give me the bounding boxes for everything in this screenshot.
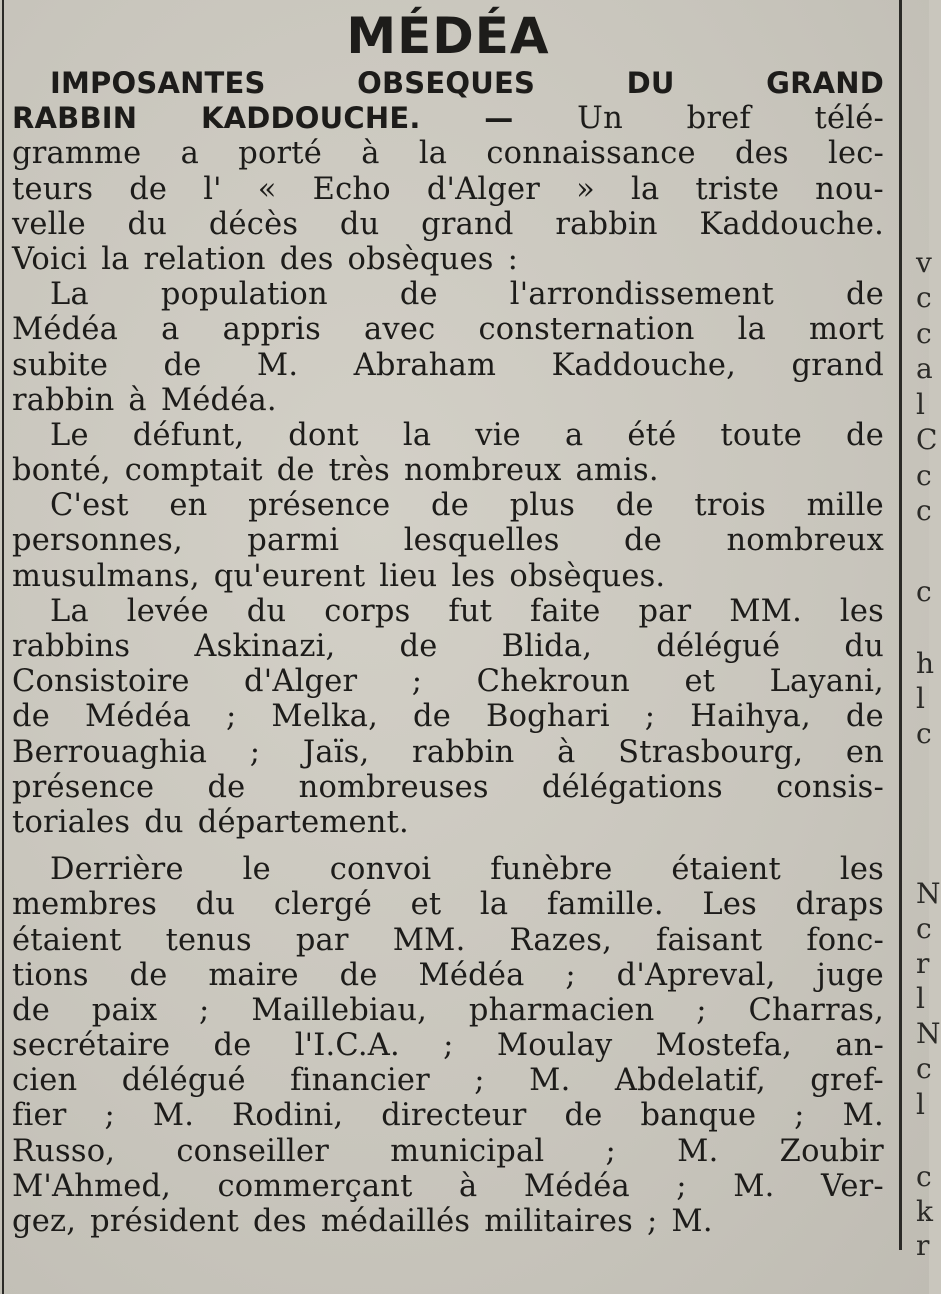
article-line [12, 207, 884, 242]
word: Moulay [496, 1028, 613, 1064]
article-line [12, 958, 884, 993]
word: d'Alger [426, 171, 541, 207]
word: toriales [12, 804, 131, 840]
neighbor-letter: N [916, 877, 941, 910]
word: Maillebiau, [251, 992, 428, 1028]
word: parmi [247, 523, 340, 559]
word: DU [626, 66, 675, 100]
article-line [12, 887, 884, 922]
word: dont [288, 417, 359, 453]
neighbor-letter: k [916, 1195, 933, 1228]
word: de [431, 488, 470, 524]
article-line [12, 523, 884, 558]
word: draps [795, 887, 884, 923]
word: Haihya, [690, 699, 811, 735]
word: Les [702, 887, 757, 923]
word: de [213, 1028, 252, 1064]
word: en [169, 488, 208, 524]
word: l'arrondissement [509, 277, 774, 313]
word: a [161, 312, 180, 348]
word: Charras, [748, 992, 884, 1028]
word: du [246, 593, 287, 629]
word: de [129, 957, 168, 993]
word: ; [696, 992, 707, 1028]
word: Melka, [271, 699, 379, 735]
word: gez, [12, 1204, 77, 1239]
word: militaires [484, 1204, 633, 1239]
neighbor-letter: c [916, 717, 932, 750]
neighbor-letter: c [916, 912, 932, 945]
word: de [413, 699, 451, 735]
neighbor-letter: l [916, 388, 925, 421]
article-line [12, 629, 884, 664]
word: grand [791, 347, 884, 383]
neighbor-letter: h [916, 647, 935, 680]
word: de [615, 488, 654, 524]
word: de [129, 171, 168, 207]
word: rabbins [12, 629, 131, 664]
word: médaillés [320, 1204, 471, 1239]
word: consternation [478, 312, 695, 348]
word: lec- [828, 136, 884, 172]
word: de [207, 769, 246, 805]
word: président [90, 1204, 239, 1239]
word: du [127, 206, 168, 242]
article-line [12, 664, 884, 699]
word: Kaddouche, [551, 347, 737, 383]
word: Abraham [353, 347, 497, 383]
word: à [128, 382, 147, 418]
article-line [12, 136, 884, 171]
word: de [339, 957, 378, 993]
word: ; [605, 1133, 616, 1169]
word: tions [12, 957, 89, 993]
word: département. [197, 804, 409, 840]
word: la [418, 136, 448, 172]
word: funèbre [490, 852, 613, 888]
word: levée [126, 593, 209, 629]
word: Voici [12, 241, 88, 277]
word: été [627, 417, 677, 453]
word: triste [695, 171, 780, 207]
word: M. [677, 1133, 719, 1169]
word: consis- [776, 769, 884, 805]
word: Médéa [84, 699, 191, 735]
article-line [12, 1169, 884, 1204]
word: velle [12, 206, 86, 242]
word: commerçant [217, 1168, 413, 1204]
word: trois [694, 488, 766, 524]
word: l' [203, 171, 222, 207]
word: les [451, 558, 496, 594]
word: nombreuses [298, 769, 489, 805]
neighbor-letter: v [916, 246, 932, 279]
word: pharmacien [468, 992, 655, 1028]
word: vie [475, 417, 521, 453]
word: bref [686, 101, 751, 137]
word: fier [12, 1098, 67, 1134]
word: de [399, 277, 438, 313]
article-line [12, 923, 884, 958]
article-line [12, 383, 884, 418]
word: teurs [12, 171, 94, 207]
word: de [276, 453, 315, 489]
page-title: MÉDÉA [346, 7, 550, 65]
article-line [12, 348, 884, 383]
word: Berrouaghia [12, 734, 208, 770]
word: par [638, 593, 692, 629]
word: : [507, 241, 519, 277]
word: de [845, 699, 884, 735]
word: Abdelatif, [614, 1063, 766, 1099]
word: Boghari [485, 699, 610, 735]
word: Chekroun [476, 664, 630, 700]
word: ; [646, 1204, 658, 1239]
word: famille. [546, 887, 664, 923]
word: de [12, 699, 50, 735]
word: — [484, 101, 514, 136]
neighbor-letter: l [916, 982, 925, 1015]
word: Un [577, 101, 623, 137]
word: subite [12, 347, 109, 383]
word: ; [676, 1168, 687, 1204]
word: comptait [124, 453, 263, 489]
word: de [846, 417, 884, 453]
word: obsèques [347, 241, 494, 277]
word: le [242, 852, 271, 888]
word: Médéa [418, 957, 525, 993]
word: Russo, [12, 1133, 116, 1169]
word: Ver- [820, 1168, 884, 1204]
word: amis. [575, 453, 659, 489]
word: à [361, 136, 380, 172]
word: nombreux [726, 523, 884, 559]
article-line [12, 242, 884, 277]
word: de [399, 629, 438, 664]
word: délégué [121, 1063, 246, 1099]
word: du [844, 629, 884, 664]
word: financier [290, 1063, 430, 1099]
word: ; [104, 1098, 115, 1134]
word: fut [448, 593, 493, 629]
word: faite [530, 593, 601, 629]
word: Médéa [523, 1168, 630, 1204]
word: d'Apreval, [616, 957, 776, 993]
word: rabbin [555, 206, 658, 242]
word: grand [421, 206, 514, 242]
article-line [12, 699, 884, 734]
word: MM. [392, 922, 466, 958]
word: bonté, [12, 453, 111, 489]
word: C'est [50, 488, 129, 524]
word: du [144, 804, 184, 840]
word: Consistoire [12, 664, 190, 700]
word: an- [835, 1028, 884, 1064]
article-line [12, 1098, 884, 1133]
article-line [12, 101, 884, 136]
word: ; [644, 699, 656, 735]
article-line [12, 594, 884, 629]
word: Zoubir [779, 1133, 884, 1169]
word: la [630, 171, 660, 207]
word: relation [143, 241, 266, 277]
article-line [12, 66, 884, 101]
article-line [12, 852, 884, 887]
word: municipal [390, 1133, 545, 1169]
word: gref- [810, 1063, 884, 1099]
word: les [839, 593, 884, 629]
word: ; [794, 1098, 805, 1134]
neighbor-letter: l [916, 1088, 925, 1121]
word: qu'eurent [213, 558, 366, 594]
word: ; [474, 1063, 485, 1099]
neighbor-letter: c [916, 575, 932, 608]
word: a [180, 136, 199, 172]
word: par [295, 922, 349, 958]
word: M. [529, 1063, 571, 1099]
word: M'Ahmed, [12, 1168, 172, 1204]
word: Blida, [501, 629, 593, 664]
neighbor-letter: r [916, 947, 930, 980]
word: présence [12, 769, 155, 805]
word: porté [238, 136, 322, 172]
word: avec [364, 312, 436, 348]
word: M. [842, 1098, 884, 1134]
word: nou- [815, 171, 884, 207]
word: d'Alger [244, 664, 358, 700]
word: ; [249, 734, 261, 770]
word: paix [91, 992, 158, 1028]
word: gramme [12, 136, 142, 172]
word: des [279, 241, 334, 277]
article-line [12, 1028, 884, 1063]
word: du [195, 887, 236, 923]
word: étaient [671, 852, 781, 888]
word: M. [256, 347, 299, 383]
neighbor-letter: C [916, 423, 938, 456]
word: de [12, 992, 50, 1028]
neighbor-letter: l [916, 682, 925, 715]
article-line [12, 277, 884, 312]
word: « [257, 171, 277, 207]
article-line [12, 312, 884, 347]
article-line [12, 770, 884, 805]
word: télé- [814, 101, 884, 137]
article-line [12, 993, 884, 1028]
word: Echo [312, 171, 391, 207]
article-line [12, 453, 884, 488]
word: à [557, 734, 576, 770]
word: personnes, [12, 523, 183, 559]
word: membres [12, 887, 158, 923]
word: Kaddouche. [699, 206, 884, 242]
article-line [12, 488, 884, 523]
word: tenus [165, 922, 252, 958]
word: obsèques. [509, 558, 666, 594]
word: juge [816, 957, 884, 993]
word: Mostefa, [655, 1028, 792, 1064]
word: présence [248, 488, 391, 524]
word: rabbin [412, 734, 515, 770]
word: clergé [273, 887, 373, 923]
word: ; [443, 1028, 454, 1064]
word: » [576, 171, 595, 207]
neighbor-letter: r [916, 1229, 930, 1262]
word: mille [806, 488, 884, 524]
word: MM. [729, 593, 802, 629]
word: Rodini, [232, 1098, 344, 1134]
article-line [12, 559, 884, 594]
word: de [845, 277, 884, 313]
article-line [12, 805, 884, 840]
neighbor-letter: c [916, 1052, 932, 1085]
word: fonc- [806, 922, 884, 958]
word: rabbin [12, 382, 115, 418]
word: de [163, 347, 202, 383]
word: la [402, 417, 432, 453]
word: à [459, 1168, 478, 1204]
word: banque [640, 1098, 757, 1134]
word: convoi [329, 852, 432, 888]
word: maire [208, 957, 299, 993]
word: de [624, 523, 663, 559]
word: délégué [656, 629, 781, 664]
neighbor-letter: c [916, 281, 932, 314]
column-rule-left [2, 0, 4, 1294]
word: ; [411, 664, 423, 700]
word: toute [720, 417, 802, 453]
word: Strasbourg, [618, 734, 804, 770]
word: lieu [379, 558, 438, 594]
article-line [12, 418, 884, 453]
word: connaissance [486, 136, 696, 172]
neighbor-letter: c [916, 317, 932, 350]
word: appris [222, 312, 321, 348]
word: du [339, 206, 380, 242]
article-line [12, 172, 884, 207]
neighbor-column-fragment [912, 0, 941, 1294]
word: a [564, 417, 584, 453]
paragraph-gap [12, 840, 884, 852]
word: et [684, 664, 716, 700]
word: conseiller [176, 1133, 330, 1169]
word: des [734, 136, 789, 172]
word: directeur [381, 1098, 527, 1134]
word: KADDOUCHE. [200, 101, 421, 136]
column-rule-right [899, 0, 902, 1250]
article [12, 6, 884, 1239]
neighbor-letter: c [916, 459, 932, 492]
word: secrétaire [12, 1028, 171, 1064]
article-line [12, 1134, 884, 1169]
word: faisant [655, 922, 763, 958]
word: ; [565, 957, 576, 993]
word: plus [509, 488, 576, 524]
word: population [160, 277, 328, 313]
article-line [12, 1204, 884, 1239]
neighbor-letter: c [916, 494, 932, 527]
word: ; [225, 699, 237, 735]
word: et [410, 887, 442, 923]
word: les [839, 852, 884, 888]
word: RABBIN [12, 101, 138, 136]
word: Jaïs, [302, 734, 370, 770]
word: ; [199, 992, 210, 1028]
word: Askinazi, [194, 629, 336, 664]
article-body [12, 66, 884, 1239]
word: cien [12, 1063, 78, 1099]
word: lesquelles [403, 523, 560, 559]
word: délégations [541, 769, 723, 805]
word: décès [208, 206, 299, 242]
article-line [12, 1063, 884, 1098]
word: La [50, 593, 89, 629]
word: étaient [12, 922, 122, 958]
word: OBSEQUES [357, 66, 536, 100]
word: très [328, 453, 391, 489]
neighbor-letter: c [916, 1160, 932, 1193]
word: musulmans, [12, 558, 200, 594]
neighbor-letter: a [916, 352, 933, 385]
word: la [479, 887, 509, 923]
word: M. [152, 1098, 195, 1134]
word: la [101, 241, 130, 277]
word: M. [733, 1168, 775, 1204]
word: Médéa [12, 312, 119, 348]
word: IMPOSANTES [50, 66, 266, 100]
article-line [12, 735, 884, 770]
word: de [564, 1098, 603, 1134]
word: La [50, 277, 89, 313]
word: en [845, 734, 884, 770]
word: nombreux [404, 453, 562, 489]
word: Derrière [50, 852, 184, 888]
word: corps [324, 593, 411, 629]
neighbor-letter: N [916, 1017, 941, 1050]
word: Razes, [509, 922, 612, 958]
word: GRAND [766, 66, 884, 100]
word: l'I.C.A. [294, 1028, 400, 1064]
word: Le [50, 417, 89, 453]
word: Layani, [769, 664, 884, 700]
word: Médéa. [160, 382, 277, 418]
word: la [737, 312, 766, 348]
word: des [252, 1204, 307, 1239]
word: défunt, [132, 417, 245, 453]
word: mort [809, 312, 884, 348]
word: M. [671, 1204, 713, 1239]
